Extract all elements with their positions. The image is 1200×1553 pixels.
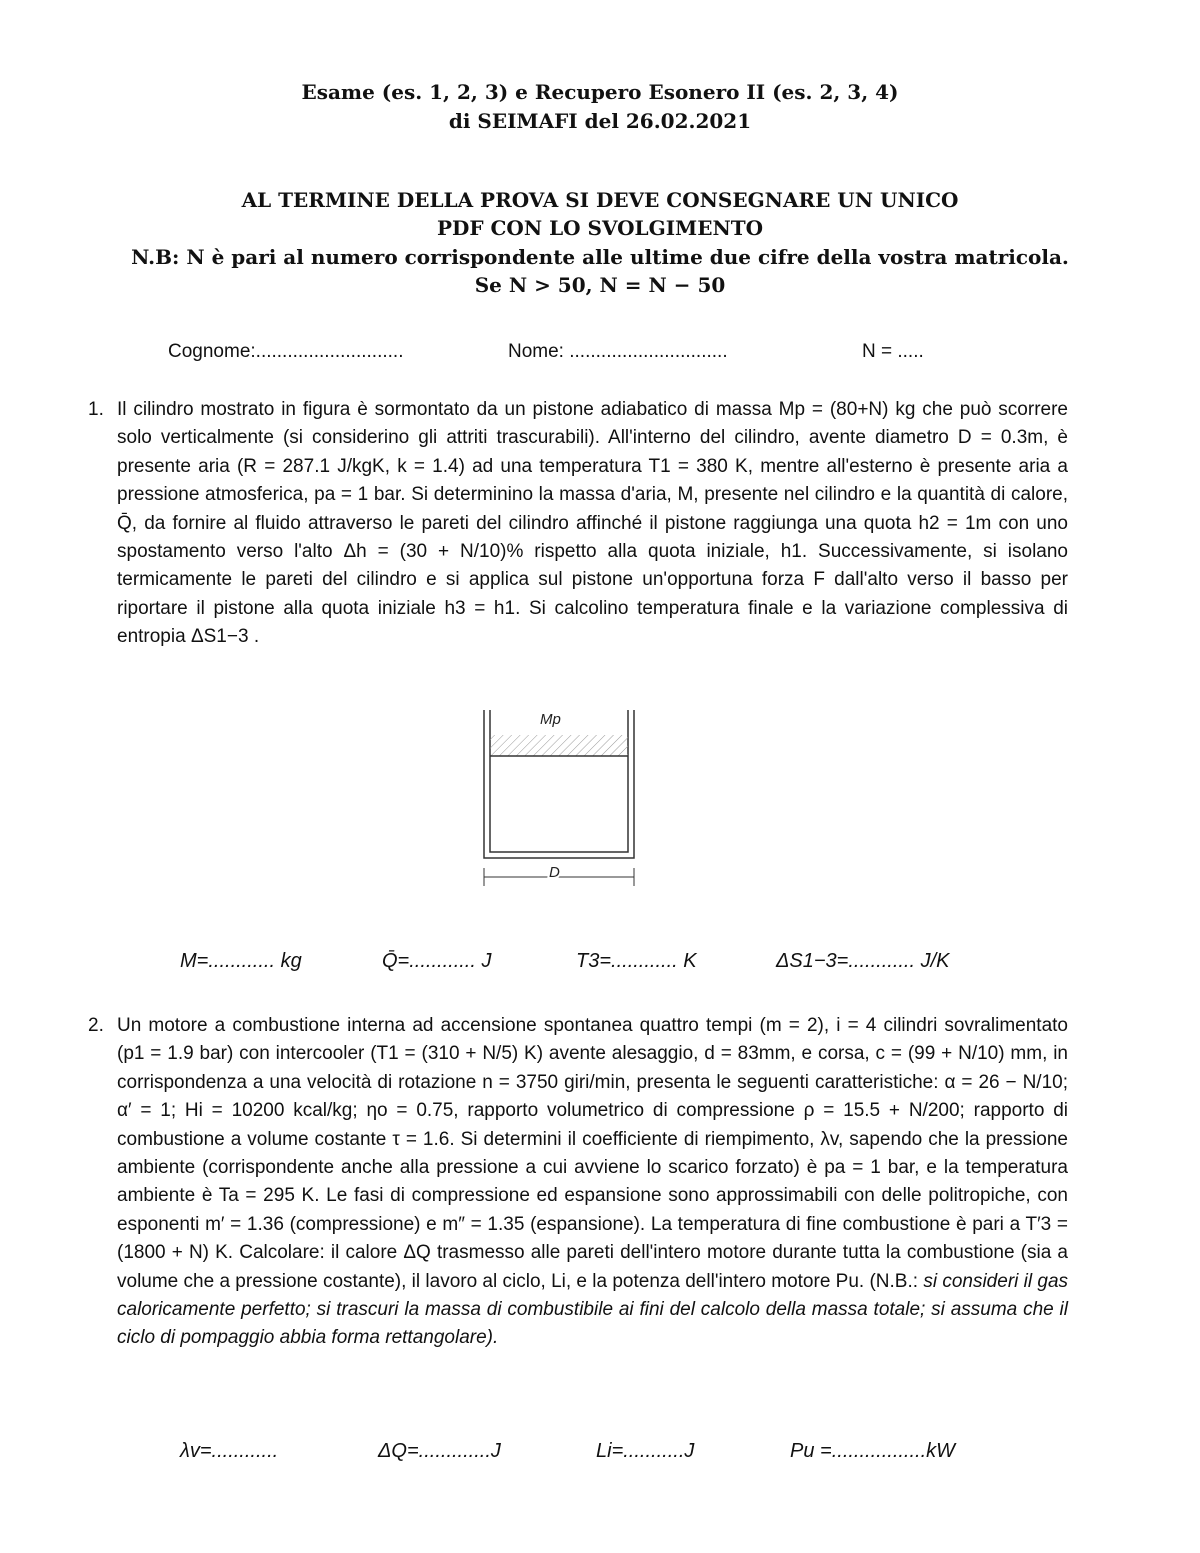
entropy-answer[interactable]: ΔS1−3=............ J/K — [776, 950, 950, 972]
student-fields — [0, 341, 1200, 371]
cylinder-figure — [470, 700, 650, 900]
notice-line-1: AL TERMINE DELLA PROVA SI DEVE CONSEGNARE UN UNICO — [241, 188, 959, 212]
n-rule: Se N > 50, N = N − 50 — [474, 273, 726, 297]
nb-note: N.B: N è pari al numero corrispondente alle ultime due cifre della vostra matricola. — [131, 245, 1069, 269]
heat-answer[interactable]: Q̄=............ J — [382, 950, 492, 972]
n-field[interactable]: N = ..... — [862, 341, 924, 362]
diameter-label: D — [549, 864, 560, 881]
piston — [490, 735, 628, 756]
surname-field[interactable]: Cognome:............................ — [168, 341, 404, 362]
heat-loss-answer[interactable]: ΔQ=.............J — [378, 1440, 501, 1462]
filling-coefficient-answer[interactable]: λv=............ — [180, 1440, 279, 1462]
problem-2-answers — [0, 1440, 1200, 1470]
power-answer[interactable]: Pu =.................kW — [790, 1440, 956, 1462]
notice-line-2: PDF CON LO SVOLGIMENTO — [436, 216, 764, 240]
problem-2-note: si consideri il gas caloricamente perfetto; si trascuri la massa di combustibile ai fini del calcolo della massa totale; si assuma che il ciclo di pompaggio abbia forma rettangolare). — [117, 1270, 1069, 1349]
temperature-answer[interactable]: T3=............ K — [576, 950, 697, 972]
problem-1 — [88, 396, 1068, 652]
piston-mass-label: Mp — [540, 711, 561, 728]
cylinder-walls — [484, 710, 634, 858]
exam-title: Esame (es. 1, 2, 3) e Recupero Esonero II (es. 2, 3, 4) — [301, 80, 899, 104]
name-field[interactable]: Nome: .............................. — [508, 341, 728, 362]
problem-1-number: 1. — [88, 399, 104, 420]
problem-1-answers — [0, 950, 1200, 980]
problem-2-text: Un motore a combustione interna ad accensione spontanea quattro tempi (m = 2), i = 4 cilindri sovralimentato (p1 = 1.9 bar) con intercooler (T1 = (310 + N/5) K) avente alesaggio, d = 83mm, e corsa, c = (99 + N/10) mm, in corrispondenza a una velocità di rotazione n = 3750 giri/min, presenta le seguenti caratteristiche: α = 26 − N/10; α′ = 1; Hi = 10200 kcal/kg; ηo = 0.75, rapporto volumetrico di compressione ρ = 15.5 + N/200; rapporto di combustione a volume costante τ = 1.6. Si determini il coefficiente di riempimento, λv, sapendo che la pressione ambiente (corrispondente anche alla pressione a cui avviene lo scarico forzato) è pa = 1 bar, e la temperatura ambiente è Ta = 295 K. Le fasi di compressione ed espansione sono approssimabili con delle politropiche, con esponenti m′ = 1.36 (compressione) e m″ = 1.35 (espansione). La temperatura di fine combustione è pari a T′3 = (1800 + N) K. Calcolare: il calore ΔQ trasmesso alle pareti dell'intero motore durante tutta la combustione (sia a volume che a pressione costante), il lavoro al ciclo, Li, e la potenza dell'intero motore Pu. (N.B.: — [117, 1015, 1068, 1292]
mass-answer[interactable]: M=............ kg — [180, 950, 302, 972]
problem-1-text: Il cilindro mostrato in figura è sormontato da un pistone adiabatico di massa Mp = (80+N) kg che può scorrere solo verticalmente (si considerino gli attriti trascurabili). All'interno del cilindro, avente diametro D = 0.3m, è presente aria (R = 287.1 J/kgK, k = 1.4) ad una temperatura T1 = 380 K, mentre all'esterno è presente aria a pressione atmosferica, pa = 1 bar. Si determinino la massa d'aria, M, presente nel cilindro e la quantità di calore, Q̄, da fornire al fluido attraverso le pareti del cilindro affinché il pistone raggiunga una quota h2 = 1m con uno spostamento verso l'alto Δh = (30 + N/10)% rispetto alla quota iniziale, h1. Successivamente, si isolano termicamente le pareti del cilindro e si applica sul pistone un'opportuna forza F dall'alto verso il basso per riportare il pistone alla quota iniziale h3 = h1. Si calcolino temperatura finale e la variazione complessiva di entropia ΔS1−3 . — [117, 399, 1068, 648]
problem-2-number: 2. — [88, 1015, 104, 1036]
problem-2 — [88, 1012, 1068, 1353]
exam-subtitle: di SEIMAFI del 26.02.2021 — [448, 109, 752, 133]
cycle-work-answer[interactable]: Li=...........J — [596, 1440, 695, 1462]
